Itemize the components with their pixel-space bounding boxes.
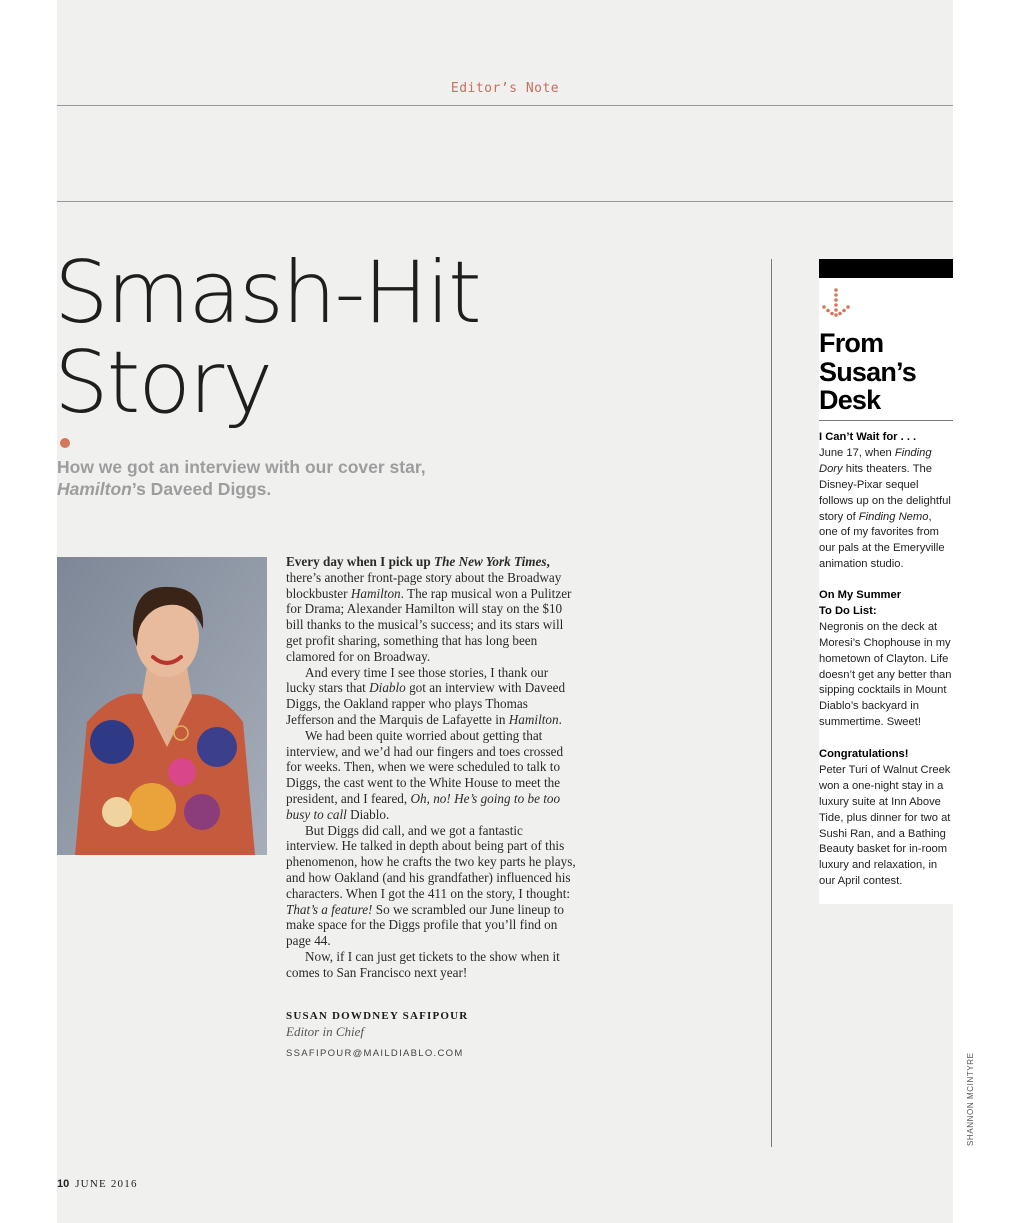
sidebar-item-congratulations: [819, 747, 953, 890]
dek-line-1: How we got an interview with our cover star,: [57, 457, 426, 477]
sidebar-item-summer-list: [819, 588, 953, 731]
sidebar-title-line-3: Desk: [819, 385, 881, 415]
sidebar-item-1-c: , one of my favorites from our pals at the Emeryville animation studio.: [819, 510, 945, 571]
article-lead-italic: The New York Times: [434, 554, 547, 569]
article-p3-a: We had been quite worried about getting that interview, and we’d had our fingers and toes crossed for weeks. Then, when we were scheduled to talk to Diggs, the cast went to the White House to meet the president, and I feared,: [286, 727, 564, 806]
headline-line-2: Story: [54, 333, 272, 433]
sidebar-item-1-body: [819, 446, 953, 573]
photo-credit: SHANNON MCINTYRE: [966, 1052, 975, 1146]
sidebar-item-cant-wait: [819, 430, 953, 573]
article-p1-a: there’s another front-page story about the Broadway blockbuster: [286, 569, 562, 601]
sidebar-item-1-italic-2: Finding Nemo: [858, 510, 929, 523]
signature-name: SUSAN DOWDNEY SAFIPOUR: [286, 1010, 469, 1022]
sidebar-item-3-body: Peter Turi of Walnut Creek won a one-night stay in a luxury suite at Inn Above Tide, plus dinner for two at Sushi Ran, and a Bathing Beauty basket for in-room luxury and relaxation, in our April contest.: [819, 763, 951, 888]
article-paragraph-2: [286, 665, 576, 728]
header-rule-top: [57, 105, 953, 106]
article-p3-italic: Oh, no! He’s going to be too busy to call: [286, 790, 561, 822]
page-number: 10: [57, 1178, 70, 1190]
sidebar-title-line-1: From: [819, 328, 884, 358]
sidebar-title-line-2: Susan’s: [819, 356, 916, 387]
article-paragraph-5: Now, if I can just get tickets to the show when it comes to San Francisco next year!: [286, 948, 560, 980]
sidebar-item-3-heading: Congratulations!: [819, 748, 909, 760]
article-p2-a: And every time I see those stories, I thank our lucky stars that: [286, 664, 549, 696]
sidebar-top-bar: [819, 259, 953, 278]
dek-italic: Hamilton: [57, 479, 132, 499]
article-lead-text: Every day when I pick up: [286, 554, 435, 569]
signature-email[interactable]: SSAFIPOUR@MAILDIABLO.COM: [286, 1048, 464, 1059]
sidebar-item-1-b: hits theaters. The Disney-Pixar sequel follows up on the delightful story of: [819, 462, 951, 523]
article-body: [286, 554, 576, 981]
sidebar-item-2-body: Negronis on the deck at Moresi’s Chophouse in my hometown of Clayton. Life doesn’t get any better than sipping cocktails in Mount Diablo’s backyard in summertime. Sweet!: [819, 620, 952, 729]
issue-date: JUNE 2016: [75, 1178, 138, 1190]
article-p2-italic-2: Hamilton: [508, 711, 559, 727]
dek-line-2: ’s Daveed Diggs.: [131, 479, 272, 499]
dek: [57, 456, 477, 500]
article-paragraph-3: [286, 728, 576, 823]
sidebar-item-1-heading: I Can’t Wait for . . .: [819, 431, 917, 443]
sidebar-from-susans-desk: [819, 259, 953, 904]
article-paragraph-1: [286, 554, 576, 665]
section-label: Editor’s Note: [450, 81, 560, 96]
article-p4-b: So we scrambled our June lineup to make space for the Diggs profile that you’ll find on page 44.: [286, 901, 565, 949]
sidebar-item-1-a: June 17, when: [819, 446, 895, 459]
accent-dot: [60, 438, 70, 448]
sidebar-item-2-heading: On My Summer To Do List:: [819, 589, 902, 617]
article-paragraph-4: [286, 823, 576, 949]
editor-photo: [57, 557, 267, 855]
arrow-down-icon: [819, 287, 853, 323]
article-lead-end: ,: [546, 554, 550, 569]
sidebar-title: [819, 329, 953, 415]
article-lead: [286, 554, 550, 569]
sidebar-rule: [819, 420, 953, 421]
sidebar-item-1-italic-1: Finding Dory: [819, 446, 932, 475]
folio: [57, 1178, 138, 1190]
article-p2-b: got an interview with Daveed Diggs, the Oakland rapper who plays Thomas Jefferson and the Marquis de Lafayette in: [286, 680, 566, 727]
header-rule-bottom: [57, 201, 953, 202]
headline: [54, 243, 480, 433]
article-p4-a: But Diggs did call, and we got a fantastic interview. He talked in depth about being part of this phenomenon, how he crafts the two key parts he plays, and how Oakland (and his grandfather) influenced his characters. When I got the 411 on the story, I thought:: [286, 822, 576, 901]
headline-line-1: Smash-Hit: [54, 243, 480, 343]
article-p2-italic-1: Diablo: [369, 680, 406, 696]
article-p3-b: Diablo.: [346, 806, 390, 822]
article-p4-italic: That’s a feature!: [286, 901, 373, 917]
article-p1-italic: Hamilton: [350, 585, 401, 601]
article-p2-c: .: [558, 711, 562, 727]
article-p1-b: . The rap musical won a Pulitzer for Drama; Alexander Hamilton will stay on the $10 bill thanks to the musical’s success; and its stars will get profit sharing, something that has long been clamored for on Broadway.: [286, 585, 572, 664]
column-rule: [771, 259, 772, 1147]
signature-title: Editor in Chief: [286, 1024, 364, 1039]
